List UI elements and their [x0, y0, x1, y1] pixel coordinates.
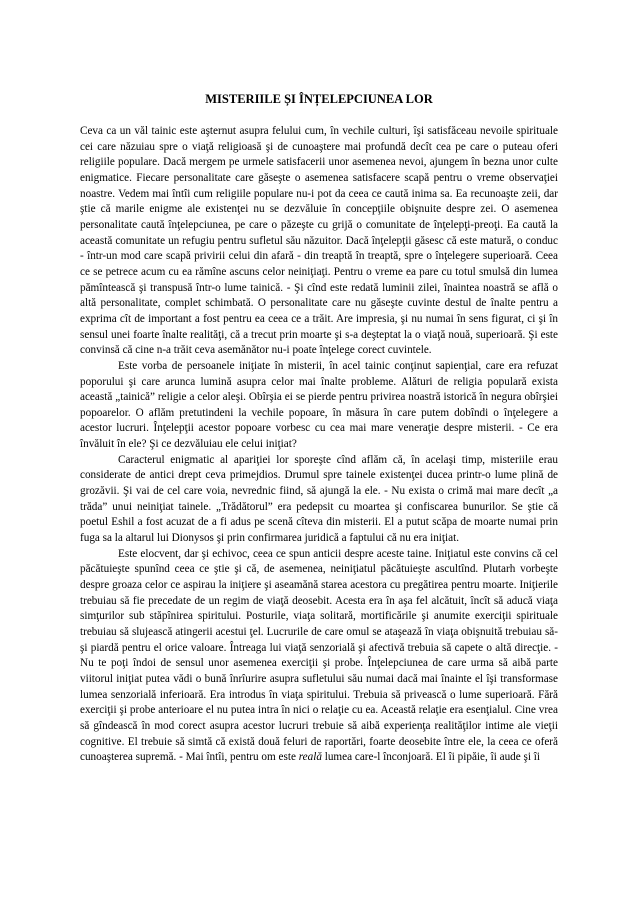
paragraph-1: Ceva ca un văl tainic este aşternut asupra felului cum, în vechile culturi, îşi satisfăceau nevoile spirituale cei care năzuiau spre o viaţă religioasă şi de cunoaştere mai profundă decît cea pe care o puteau oferi religiile populare. Dacă mergem pe urmele satisfacerii unor asemenea nevoi, ajungem în bezna unor culte enigmatice. Fiecare personalitate care găseşte o asemenea satisfacere scapă pentru o vreme observaţiei noastre. Vedem mai întîi cum religiile populare nu-i pot da ceea ce caută inima sa. Ea recunoaşte zeii, dar ştie că marile enigme ale existenţei nu se dezvăluie în concepţiile obişnuite despre zei. O asemenea personalitate caută înţelepciunea, pe care o păzeşte cu grijă o comunitate de înţelepţi-preoţi. Ea caută la această comunitate un refugiu pentru sufletul său năzuitor. Dacă înţelepţii găsesc că este matură, o conduc - într-un mod care scapă privirii celui din afară - din treaptă în treaptă, spre o înţelegere superioară. Ceea ce se petrece acum cu ea rămîne ascuns celor neiniţiaţi. Pentru o vreme ea pare cu totul smulsă din lumea pămîntească şi transpusă într-o lume tainică. - Şi cînd este redată luminii zilei, înaintea noastră se află o altă personalitate, complet schimbată. O personalitate care nu găseşte cuvinte destul de înalte pentru a exprima cît de important a fost pentru ea ceea ce a trăit. Are impresia, şi nu numai în sens figurat, ci şi în sensul unei foarte înalte realităţi, că a trecut prin moarte şi s-a deşteptat la o viaţă nouă, superioară. Şi este convinsă că cine n-a trăit ceva asemănător nu-i poate înţelege corect cuvintele.	[80, 125, 558, 357]
italic-word: reală	[298, 751, 322, 764]
paragraph-2: Este vorba de persoanele iniţiate în misterii, în acel tainic conţinut sapienţial, care era refuzat poporului şi care arunca lumină asupra celor mai înalte probleme. Alături de religia populară exista această „tainică” religie a celor aleşi. Obîrşia ei se pierde pentru privirea noastră istorică în negura obîrşiei popoarelor. O aflăm pretutindeni la vechile popoare, în măsura în care putem dobîndi o înţelegere a acestor lucruri. Înţelepţii acestor popoare vorbesc cu cea mai mare veneraţie despre misterii. - Ce era învăluit în ele? Şi ce dezvăluiau ele celui iniţiat?	[80, 359, 558, 451]
page-title: MISTERIILE ȘI ÎNȚELEPCIUNEA LOR	[205, 92, 433, 106]
paragraph-4-tail: lumea care-l înconjoară. El îi pipăie, îi aude şi îi	[324, 751, 540, 764]
paragraph-4	[80, 547, 558, 766]
paragraph-4-text: Este elocvent, dar şi echivoc, ceea ce spun anticii despre aceste taine. Iniţiatul este convins că cel păcătuieşte spunînd ceea ce ştie şi că, de asemenea, neiniţiatul păcătuieşte ascultînd. Plutarh vorbeşte despre groaza celor ce aspirau la iniţiere şi aseamănă starea acestora cu pregătirea pentru moarte. Iniţierile trebuiau să fie precedate de un regim de viaţă deosebit. Acesta era în aşa fel alcătuit, încît să aducă viaţa simţurilor sub stăpînirea spiritului. Posturile, viaţa solitară, mortificările şi anumite exerciţii spirituale trebuiau să slujească atingerii acestui ţel. Lucrurile de care omul se ataşează în viaţa obişnuită trebuiau să-şi piardă pentru el orice valoare. Întreaga lui viaţă senzorială şi afectivă trebuia să capete o altă direcţie. - Nu te poţi îndoi de sensul unor asemenea exerciţii şi probe. Înţelepciunea de care urma să aibă parte viitorul iniţiat putea vădi o bună înrîurire asupra sufletului său numai dacă mai înainte el îşi transformase lumea senzorială inferioară. Era introdus în viaţa spiritului. Trebuia să privească o lume superioară. Fără exerciţii şi probe anterioare el nu putea intra în nici o relaţie cu ea. Această relaţie era esenţialul. Cine vrea să gîndească în mod corect asupra acestor lucruri trebuie să aibă experienţa realităţilor intime ale vieţii cognitive. El trebuie să simtă că există două feluri de raportări, foarte deosebite între ele, la ceea ce oferă cunoaşterea supremă. - Mai întîi, pentru om este	[80, 547, 558, 764]
paragraph-3: Caracterul enigmatic al apariţiei lor sporeşte cînd aflăm că, în acelaşi timp, misteriile erau considerate de antici drept ceva primejdios. Drumul spre tainele existenţei ducea printr-o lume plină de grozăvii. Şi vai de cel care voia, nevrednic fiind, să ajungă la ele. - Nu exista o crimă mai mare decît „a trăda” unui neiniţiat tainele. „Trădătorul” era pedepsit cu moartea şi confiscarea bunurilor. Se ştie că poetul Eshil a fost acuzat de a fi adus pe scenă cîteva din misterii. El a putut scăpa de moarte numai prin fuga sa la altarul lui Dionysos şi prin confirmarea juridică a faptului că nu era iniţiat.	[80, 453, 558, 545]
document-body	[80, 124, 558, 766]
